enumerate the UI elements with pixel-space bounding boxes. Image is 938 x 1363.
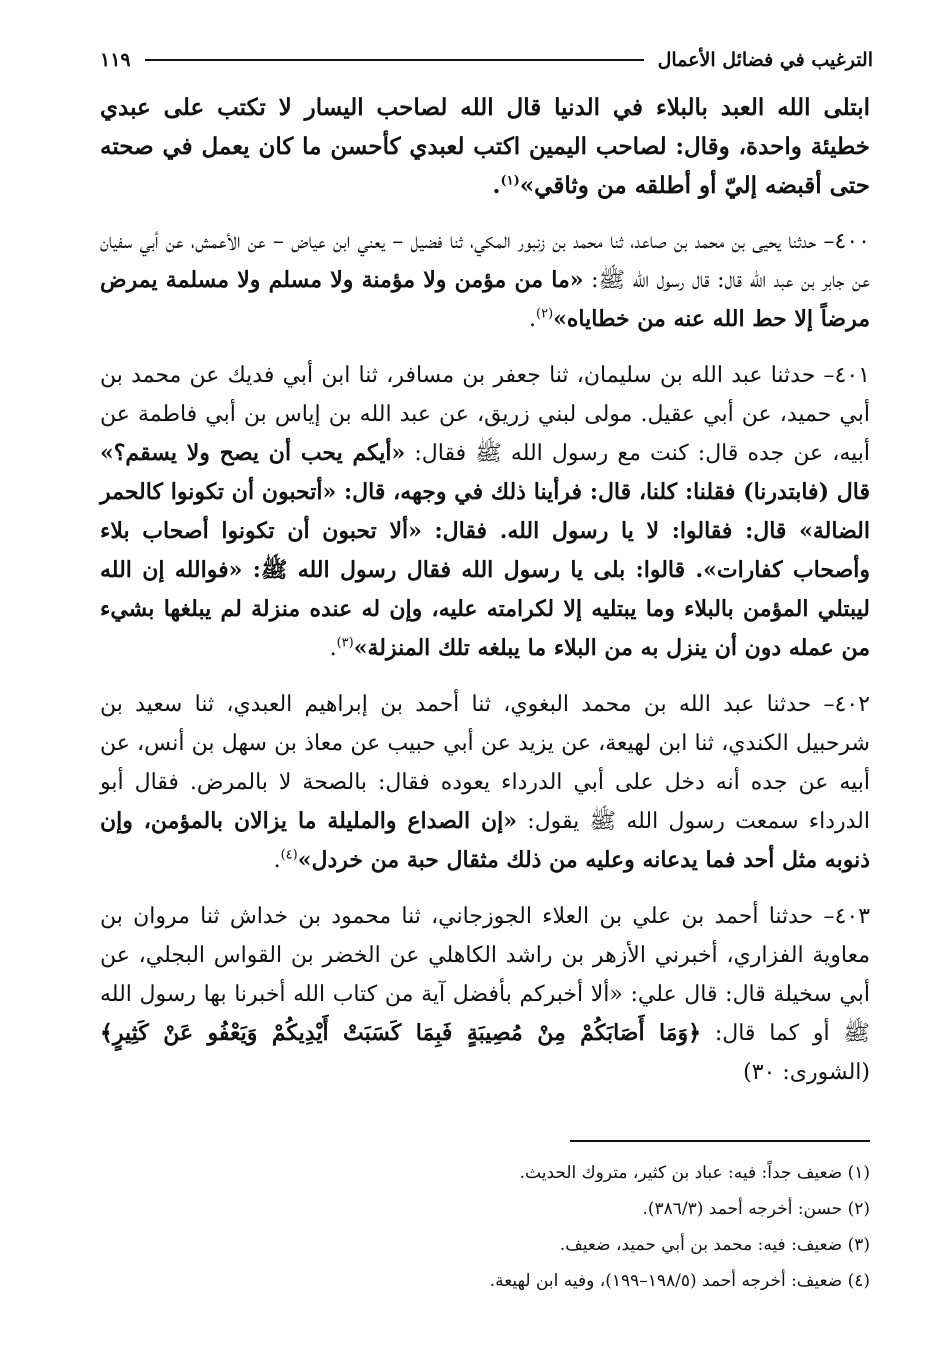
- opening-text: ابتلى الله العبد بالبلاء في الدنيا قال الله لصاحب اليسار لا تكتب على عبدي خطيئة واحدة، وقال: لصاحب اليمين اكتب لعبدي كأحسن ما كان يعمل في صحته حتى أقبضه إليّ أو أطلقه من وثاقي»: [100, 94, 870, 199]
- running-title: الترغيب في فضائل الأعمال: [657, 49, 873, 71]
- hadith-isnad: – حدثنا عبد الله بن محمد البغوي، ثنا أحمد بن إبراهيم العبدي، ثنا سعيد بن شرحبيل الكندي، ثنا ابن لهيعة، عن يزيد عن أبي حبيب عن معاذ بن سهل بن أنس، عن أبيه عن جده أنه دخل على أبي الدرداء يعوده فقال: بالصحة لا بالمرض. فقال أبو الدرداء سمعت رسول الله ﷺ يقول:: [100, 692, 870, 834]
- footnote-1: (١) ضعيف جداً: فيه: عباد بن كثير، متروك الحديث.: [519, 1163, 870, 1183]
- quran-verse: ﴿وَمَا أَصَابَكُمْ مِنْ مُصِيبَةٍ فَبِمَا كَسَبَتْ أَيْدِيكُمْ وَيَعْفُو عَنْ كَثِيرٍ﴾: [100, 1020, 702, 1046]
- hadith-isnad: – حدثنا عبد الله بن سليمان، ثنا جعفر بن مسافر، ثنا ابن أبي فديك عن محمد بن أبي حميد، عن أبي عقيل. مولى لبني زريق، عن عبد الله بن إياس بن أبي فاطمة عن أبيه، عن جده قال: كنت مع رسول الله ﷺ فقال:: [100, 363, 870, 466]
- hadith-matn: «إن الصداع والمليلة ما يزالان بالمؤمن، وإن ذنوبه مثل أحد فما يدعانه وعليه من ذلك مثقال حبة من خردل»: [100, 808, 870, 873]
- hadith-end: .: [329, 636, 337, 661]
- hadith-isnad: – حدثنا يحيى بن محمد بن صاعد، ثنا محمد بن زنبور المكي، ثنا فضيل – يعني ابن عياض – عن الأعمش، عن أبي سفيان عن جابر بن عبد الله قال: قال رسول الله ﷺ:: [100, 229, 870, 293]
- hadith-number: ٤٠٣: [834, 904, 871, 929]
- running-header: [100, 40, 873, 80]
- footnotes: [100, 1155, 870, 1299]
- hadith-number: ٤٠١: [834, 363, 870, 388]
- opening-end: .: [492, 172, 501, 199]
- footnote-3: (٣) ضعيف: فيه: محمد بن أبي حميد، ضعيف.: [559, 1235, 870, 1255]
- opening-paragraph: [100, 88, 870, 205]
- footnote-marker: (٣): [336, 635, 354, 651]
- footnote-marker: (٢): [536, 306, 554, 322]
- hadith-401: [100, 356, 870, 668]
- page-number: ١١٩: [100, 49, 131, 71]
- hadith-matn: «ما من مؤمن ولا مؤمنة ولا مسلم ولا مسلمة يمرض مرضاً إلا حط الله عنه من خطاياه»: [100, 267, 870, 332]
- hadith-number: ٤٠٢: [834, 692, 870, 717]
- hadith-number: ٤٠٠: [834, 229, 870, 254]
- footnote-marker: (٤): [280, 847, 298, 863]
- footnote-marker: (١): [500, 173, 520, 189]
- hadith-end: .: [529, 307, 537, 332]
- hadith-tail: (الشورى: ٣٠): [743, 1060, 870, 1085]
- hadith-end: .: [273, 848, 281, 873]
- hadith-403: [100, 897, 870, 1092]
- header-rule: [145, 59, 644, 61]
- hadith-tail: قال (فابتدرنا) فقلنا: كلنا، قال: فرأينا ذلك في وجهه، قال: «أتحبون أن تكونوا كالحمر الضالة» قال: فقالوا: لا يا رسول الله. فقال: «ألا تحبون أن تكونوا أصحاب بلاء وأصحاب كفارات». قالوا: بلى يا رسول الله فقال رسول الله ﷺ: «فوالله إن الله ليبتلي المؤمن بالبلاء وما يبتليه إلا لكرامته عليه، وإن له عنده منزلة لم يبلغها بشيء من عمله دون أن ينزل به من البلاء ما يبلغه تلك المنزلة»: [100, 479, 870, 661]
- hadith-402: [100, 685, 870, 880]
- footnote-4: (٤) ضعيف: أخرجه أحمد (١٩٨/٥–١٩٩)، وفيه ابن لهيعة.: [489, 1271, 870, 1291]
- footnote-divider: [570, 1140, 870, 1142]
- hadith-isnad: – حدثنا أحمد بن علي بن العلاء الجوزجاني، ثنا محمود بن خداش ثنا مروان بن معاوية الفزاري، أخبرني الأزهر بن راشد الكاهلي عن الخضر بن القواس البجلي، عن أبي سخيلة قال: قال علي: «ألا أخبركم بأفضل آية من كتاب الله أخبرنا بها رسول الله ﷺ أو كما قال:: [100, 904, 871, 1046]
- hadith-400: [100, 222, 870, 339]
- footnote-2: (٢) حسن: أخرجه أحمد (٣٨٦/٣).: [642, 1199, 870, 1219]
- main-text: [100, 88, 870, 1109]
- hadith-matn: «أيكم يحب أن يصح ولا يسقم؟»: [100, 440, 406, 466]
